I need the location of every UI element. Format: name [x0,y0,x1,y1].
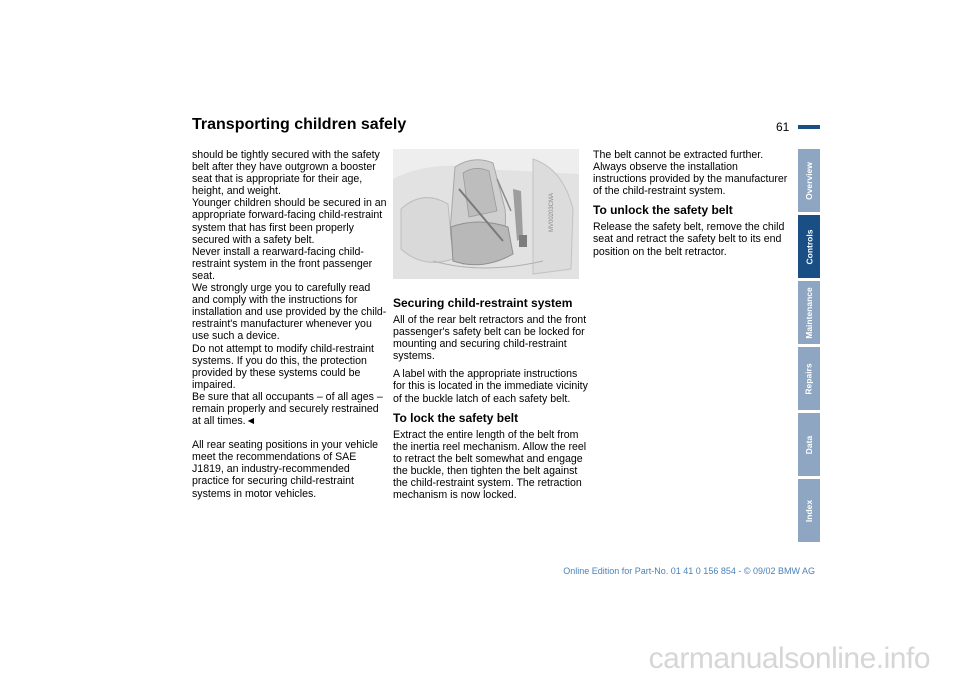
section-heading: To unlock the safety belt [593,203,733,218]
column-1 [192,149,388,500]
tab-controls[interactable] [798,215,820,278]
tab-label: Index [804,499,815,522]
paragraph: Younger children should be secured in an appropriate forward-facing child-restraint system that has first been properly secured with a safety belt. [192,197,387,246]
paragraph: Extract the entire length of the belt from the inertia reel mechanism. Allow the reel to retract the belt somewhat and engage the buckle, then tighten the belt against the child-restraint system. The retraction mechanism is now locked. [393,428,587,502]
page-title: Transporting children safely [192,116,407,133]
section-tabs [798,149,820,544]
paragraph: All rear seating positions in your vehicle meet the recommendations of SAE J1819, an industry-recommended practice for securing child-restraint systems in motor vehicles. [192,439,379,500]
section-heading: To lock the safety belt [393,410,519,425]
watermark: carmanualsonline.info [648,642,930,675]
tab-label: Data [804,435,814,454]
paragraph: Do not attempt to modify child-restraint systems. If you do this, the protection provided by these systems could be impaired. [192,342,374,391]
footer-edition-note: Online Edition for Part-No. 01 41 0 156 854 - © 09/02 BMW AG [563,566,815,576]
figure-code: MV00203CMA [549,192,555,232]
tab-index[interactable] [798,479,820,542]
paragraph: All of the rear belt retractors and the front passenger's safety belt can be locked for mounting and securing child-restraint systems. [393,314,587,363]
tab-label: Repairs [804,362,814,395]
tab-label: Controls [804,229,815,264]
paragraph: We strongly urge you to carefully read and comply with the instructions for installation and use provided by the child-restraint's manufacturer whenever you use such a device. [192,282,387,343]
page-number-bar [798,125,820,129]
paragraph: The belt cannot be extracted further. Always observe the installation instructions provided by the manufacturer of the child-restraint system. [593,149,788,198]
page-number: 61 [776,120,790,134]
paragraph: Release the safety belt, remove the child seat and retract the safety belt to its end position on the belt retractor. [593,221,785,258]
tab-overview[interactable] [798,149,820,212]
tab-label: Maintenance [804,286,814,339]
paragraph: Never install a rearward-facing child-restraint system in the front passenger seat. [192,245,373,282]
paragraph: should be tightly secured with the safety belt after they have outgrown a booster seat that is appropriate for their age, height, and weight. [192,149,380,198]
tab-repairs[interactable] [798,347,820,410]
column-2 [393,296,589,501]
tab-label: Overview [804,161,814,200]
paragraph: A label with the appropriate instructions for this is located in the immediate vicinity of the buckle latch of each safety belt. [393,368,588,405]
column-3 [593,149,789,258]
tab-maintenance[interactable] [798,281,820,344]
tab-data[interactable] [798,413,820,476]
paragraph: Be sure that all occupants – of all ages – remain properly and securely restrained at all times.◄ [192,390,383,428]
section-heading: Securing child-restraint system [393,296,573,310]
